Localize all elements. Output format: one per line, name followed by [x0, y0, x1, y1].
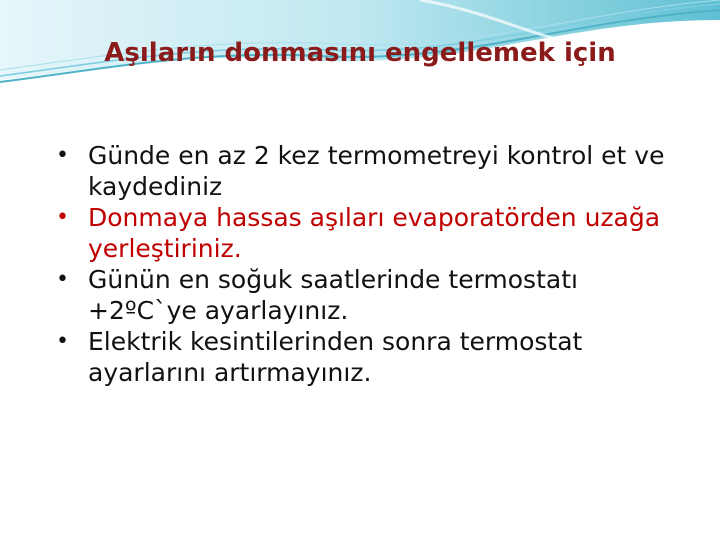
bullet-icon: •	[56, 329, 69, 354]
bullet-item-thermostat-cold-hours	[54, 264, 674, 326]
bullet-item-power-outage	[54, 326, 674, 388]
bullet-icon: •	[56, 205, 69, 230]
bullet-item-thermometer-check	[54, 140, 674, 202]
bullet-item-evaporator	[54, 202, 674, 264]
bullet-text: Günün en soğuk saatlerinde termostatı +2ºC`ye ayarlayınız.	[88, 265, 578, 325]
bullet-icon: •	[56, 267, 69, 292]
bullet-icon: •	[56, 143, 69, 168]
bullet-text: Günde en az 2 kez termometreyi kontrol et ve kaydediniz	[88, 141, 665, 201]
slide-title: Aşıların donmasını engellemek için	[104, 38, 616, 68]
bullet-text: Elektrik kesintilerinden sonra termostat ayarlarını artırmayınız.	[88, 327, 583, 387]
bullet-list	[54, 140, 674, 388]
bullet-text: Donmaya hassas aşıları evaporatörden uzağa yerleştiriniz.	[88, 203, 661, 263]
